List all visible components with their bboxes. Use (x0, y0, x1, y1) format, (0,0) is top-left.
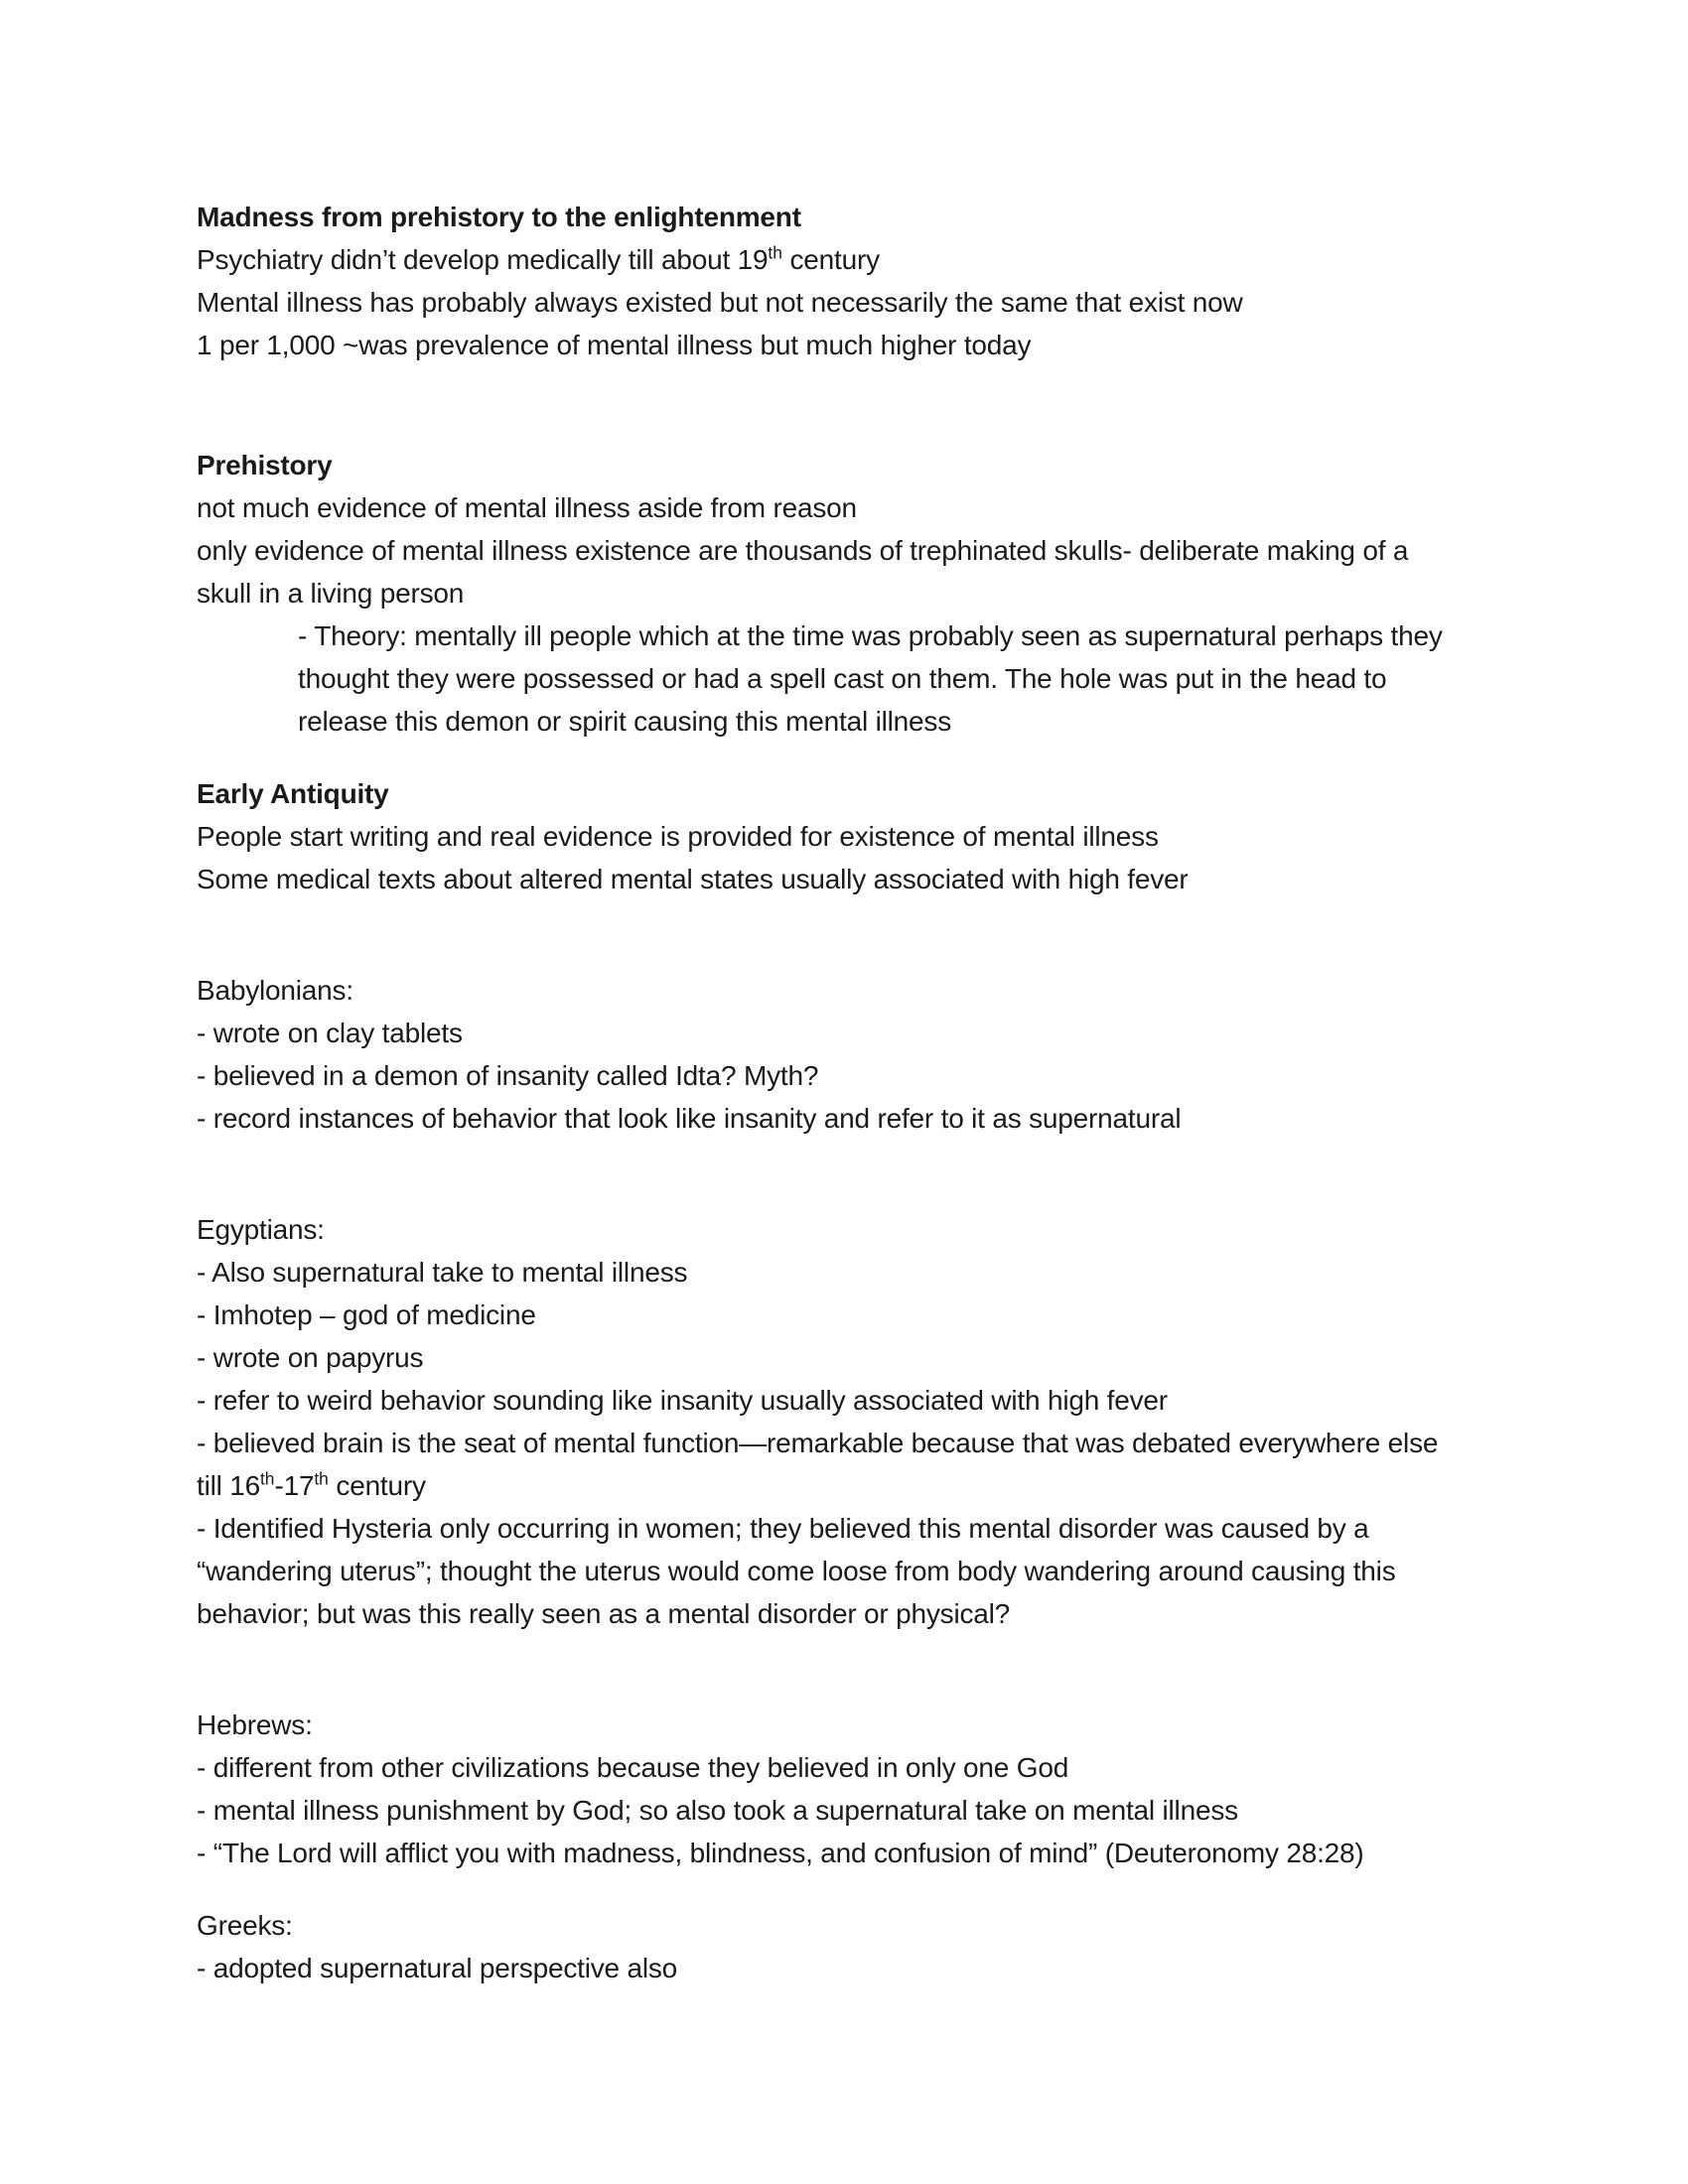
document-title: Madness from prehistory to the enlightenment (197, 202, 801, 232)
intro-line-prevalence: 1 per 1,000 ~was prevalence of mental illness but much higher today (197, 330, 1032, 360)
note-text: century (781, 244, 880, 275)
intro-line-psychiatry (197, 238, 1559, 281)
egyptians-bullet-supernatural: - Also supernatural take to mental illness (197, 1257, 688, 1288)
section-heading-prehistory: Prehistory (197, 450, 333, 480)
section-gap (197, 900, 1559, 969)
prehistory-theory-line-3: release this demon or spirit causing this mental illness (298, 706, 951, 737)
egyptians-bullet-brain-seat-wrap (197, 1464, 1559, 1507)
group-heading-greeks: Greeks: (197, 1910, 293, 1941)
prehistory-theory-line-1: - Theory: mentally ill people which at the time was probably seen as supernatural perhaps they (298, 620, 1443, 651)
egyptians-bullet-hysteria: - Identified Hysteria only occurring in women; they believed this mental disorder was caused by a (197, 1513, 1369, 1544)
section-gap (197, 366, 1559, 444)
hebrews-bullet-punishment: - mental illness punishment by God; so also took a supernatural take on mental illness (197, 1795, 1238, 1826)
section-gap (197, 1140, 1559, 1208)
babylonians-bullet-record: - record instances of behavior that look like insanity and refer to it as supernatural (197, 1103, 1182, 1134)
intro-line-mental-illness: Mental illness has probably always existed but not necessarily the same that exist now (197, 287, 1243, 318)
prehistory-line-skulls-wrap: skull in a living person (197, 578, 465, 609)
note-text: -17 (274, 1470, 315, 1501)
egyptians-bullet-hysteria-wrap-2: behavior; but was this really seen as a mental disorder or physical? (197, 1598, 1011, 1629)
section-gap (197, 743, 1559, 772)
greeks-bullet-supernatural: - adopted supernatural perspective also (197, 1953, 678, 1983)
superscript-th: th (314, 1468, 329, 1489)
section-gap (197, 1635, 1559, 1704)
prehistory-line-evidence: not much evidence of mental illness aside from reason (197, 492, 857, 523)
egyptians-bullet-papyrus: - wrote on papyrus (197, 1342, 424, 1373)
superscript-th: th (259, 1468, 275, 1489)
note-text: till 16 (197, 1470, 260, 1501)
note-text: Psychiatry didn’t develop medically till about 19 (197, 244, 769, 275)
prehistory-line-skulls: only evidence of mental illness existence are thousands of trephinated skulls- deliberate making of a (197, 535, 1409, 566)
superscript-th: th (768, 242, 782, 263)
group-heading-egyptians: Egyptians: (197, 1214, 325, 1245)
early-antiquity-line-writing: People start writing and real evidence is provided for existence of mental illness (197, 821, 1159, 852)
egyptians-bullet-weird-behavior: - refer to weird behavior sounding like insanity usually associated with high fever (197, 1385, 1168, 1416)
section-heading-early-antiquity: Early Antiquity (197, 778, 389, 809)
egyptians-bullet-brain-seat: - believed brain is the seat of mental function—remarkable because that was debated everywhere else (197, 1428, 1439, 1458)
early-antiquity-line-medical-texts: Some medical texts about altered mental states usually associated with high fever (197, 864, 1189, 894)
egyptians-bullet-hysteria-wrap-1: “wandering uterus”; thought the uterus would come loose from body wandering around causing this (197, 1556, 1396, 1586)
hebrews-bullet-one-god: - different from other civilizations because they believed in only one God (197, 1752, 1069, 1783)
hebrews-bullet-deuteronomy: - “The Lord will afflict you with madness, blindness, and confusion of mind” (Deuteronomy 28:28) (197, 1838, 1364, 1868)
note-text: century (328, 1470, 426, 1501)
section-gap (197, 1874, 1559, 1904)
egyptians-bullet-imhotep: - Imhotep – god of medicine (197, 1299, 536, 1330)
babylonians-bullet-clay-tablets: - wrote on clay tablets (197, 1018, 463, 1048)
group-heading-hebrews: Hebrews: (197, 1709, 313, 1740)
babylonians-bullet-idta: - believed in a demon of insanity called Idta? Myth? (197, 1060, 819, 1091)
group-heading-babylonians: Babylonians: (197, 975, 353, 1006)
prehistory-theory-line-2: thought they were possessed or had a spell cast on them. The hole was put in the head to (298, 663, 1387, 694)
